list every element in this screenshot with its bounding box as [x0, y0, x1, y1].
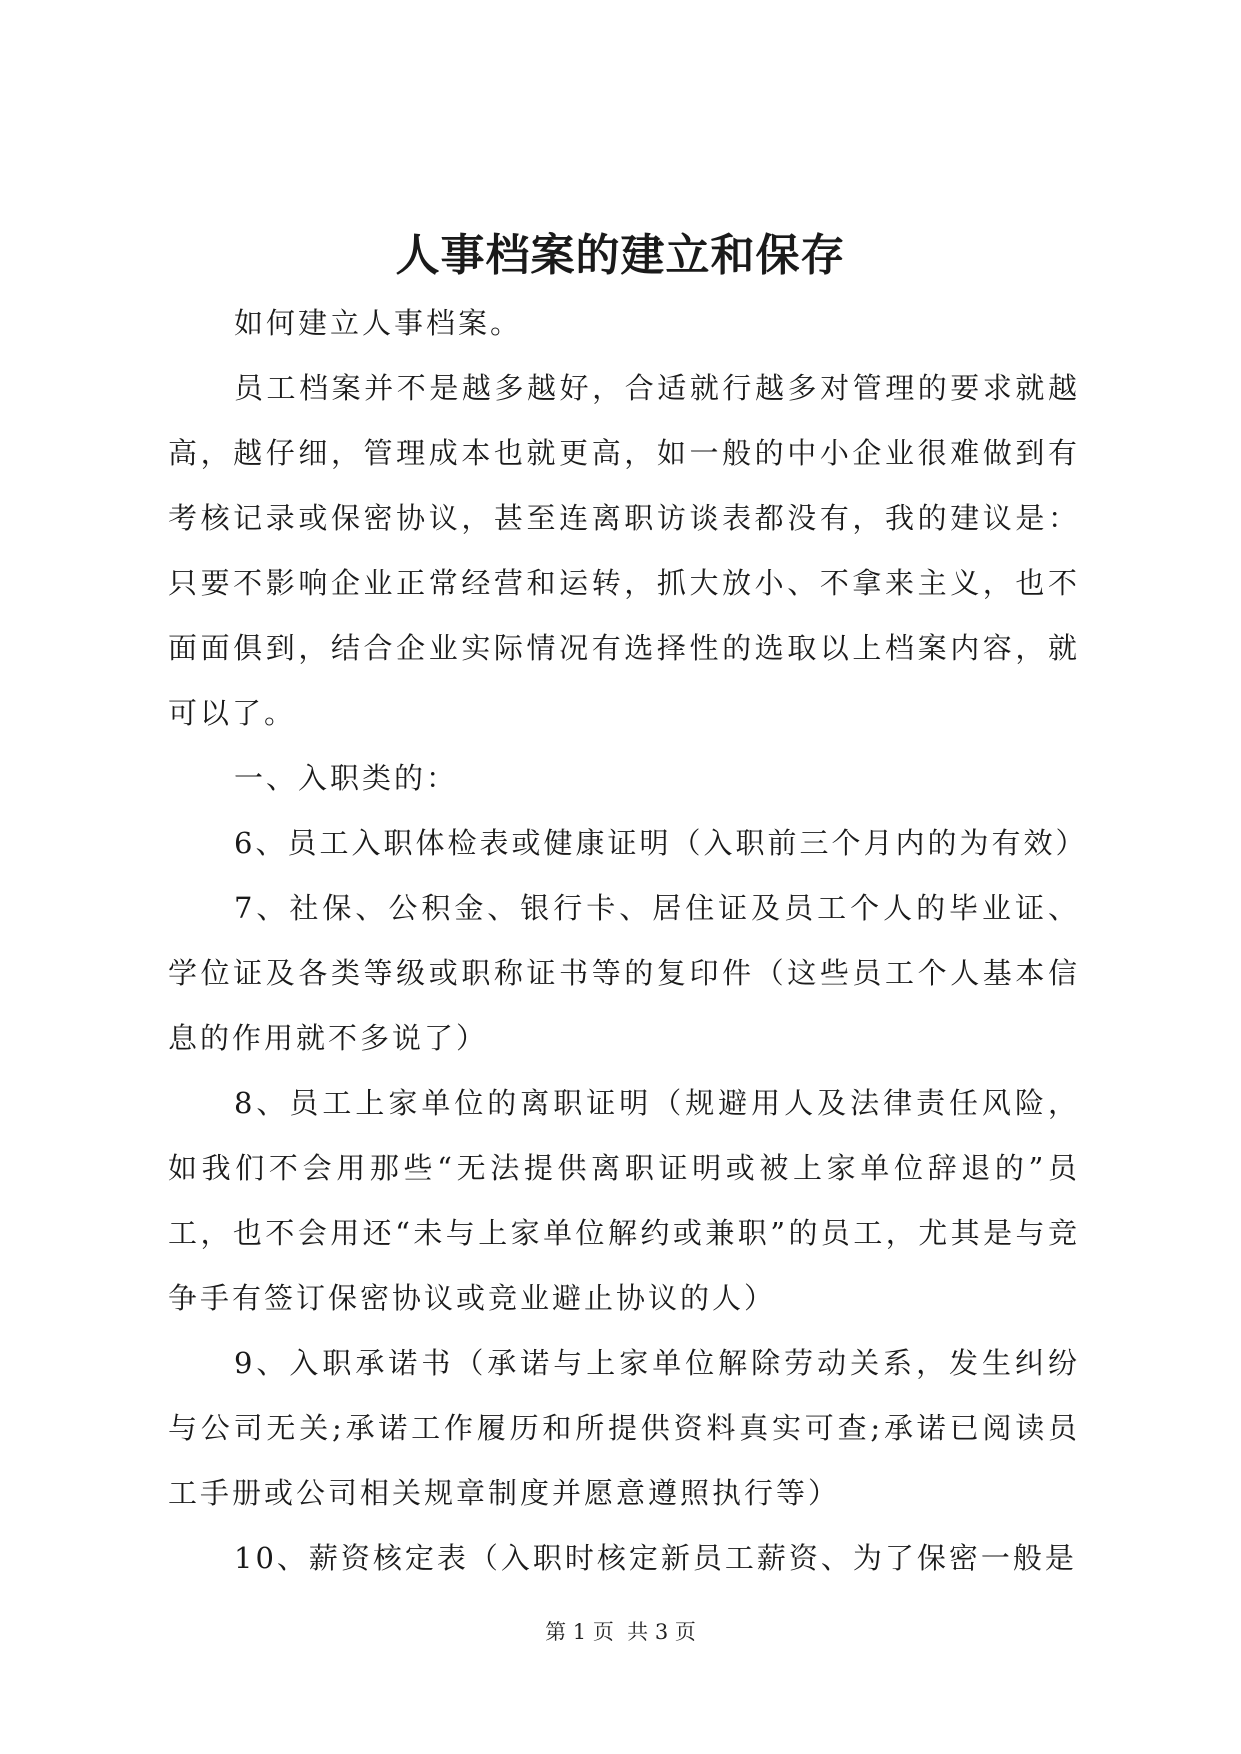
page-footer	[0, 1617, 1241, 1647]
paragraph: 如何建立人事档案。	[234, 306, 523, 340]
document-title: 人事档案的建立和保存	[395, 230, 846, 281]
section-heading: 一、入职类的：	[234, 761, 459, 795]
list-item: 7、社保、公积金、银行卡、居住证及员工个人的毕业证、学位证及各类等级或职称证书等的复印件（这些员工个人基本信息的作用就不多说了）	[168, 891, 1080, 1055]
page-number: 第 1 页 共 3 页	[545, 1620, 696, 1644]
list-item: 9、入职承诺书（承诺与上家单位解除劳动关系，发生纠纷与公司无关;承诺工作履历和所提供资料真实可查;承诺已阅读员工手册或公司相关规章制度并愿意遵照执行等）	[168, 1346, 1080, 1510]
paragraph: 员工档案并不是越多越好，合适就行越多对管理的要求就越高，越仔细，管理成本也就更高，如一般的中小企业很难做到有考核记录或保密协议，甚至连离职访谈表都没有，我的建议是：只要不影响企业正常经营和运转，抓大放小、不拿来主义，也不面面俱到，结合企业实际情况有选择性的选取以上档案内容，就可以了。	[168, 371, 1080, 730]
list-item: 8、员工上家单位的离职证明（规避用人及法律责任风险，如我们不会用那些“无法提供离职证明或被上家单位辞退的”员工，也不会用还“未与上家单位解约或兼职”的员工，尤其是与竞争手有签订保密协议或竞业避止协议的人）	[168, 1086, 1080, 1315]
list-item: 6、员工入职体检表或健康证明（入职前三个月内的为有效）	[234, 826, 1088, 860]
document-body	[168, 291, 1088, 1591]
list-item: 10、薪资核定表（入职时核定新员工薪资、为了保密一般是	[234, 1541, 1077, 1575]
